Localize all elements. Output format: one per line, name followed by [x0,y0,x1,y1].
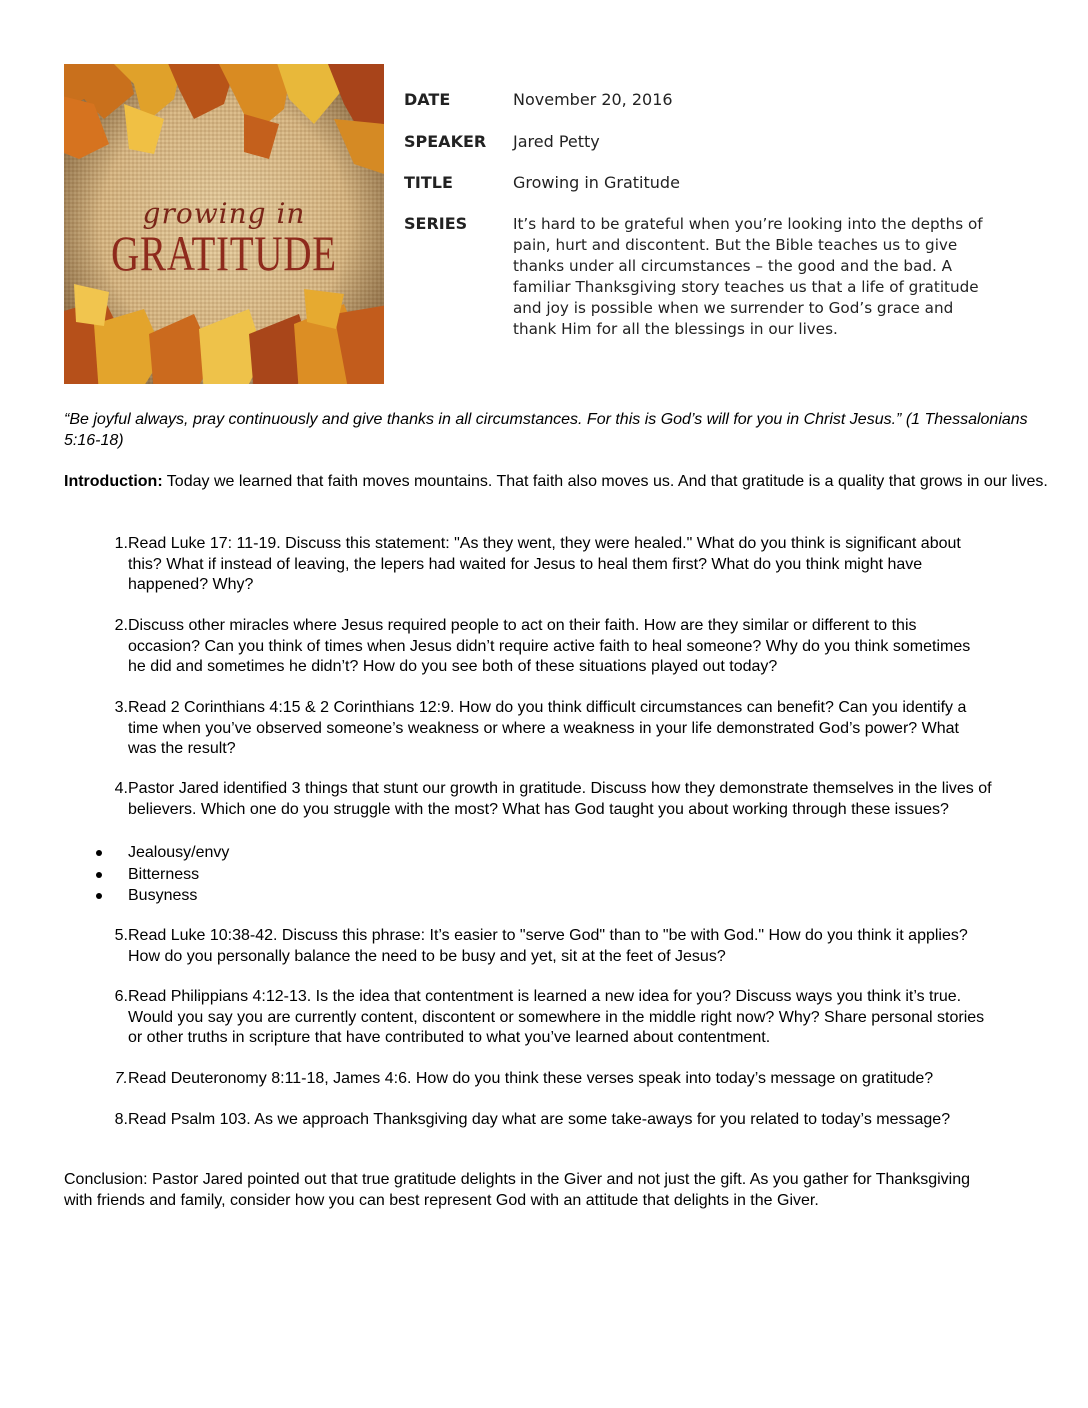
bullet-text: Busyness [128,887,198,904]
date-label: DATE [404,90,451,109]
bullet-dot [96,850,102,856]
artwork-script-text: growing in [142,197,306,230]
sermon-artwork [64,64,384,384]
question-number: 2. [114,617,128,634]
question-line: Read Philippians 4:12-13. Is the idea that contentment is learned a new idea for you? Discuss ways you think it’s true. [128,988,962,1005]
question-text [128,1110,1088,1131]
question-number: 1. [114,535,128,552]
artwork-title-text: GRATITUDE [111,225,337,281]
conclusion-line: Conclusion: Pastor Jared pointed out that true gratitude delights in the Giver and not just the gift. As you gather for Thanksgiving [64,1171,971,1188]
question-text [128,987,1088,1049]
question-number: 5. [114,927,128,944]
question-line: believers. Which one do you struggle with the most? What has God taught you about working through these issues? [128,800,949,818]
question-text [128,616,1088,678]
speaker-label: SPEAKER [404,132,487,151]
question-line: Read Luke 17: 11-19. Discuss this statement: "As they went, they were healed." What do you think is significant about [128,535,961,552]
question-line: he did and sometimes he didn’t? How do you see both of these situations played out today? [128,658,778,676]
series-label: SERIES [404,214,468,233]
date-value: November 20, 2016 [513,90,673,109]
question-number: 4. [114,780,128,797]
question-line: Pastor Jared identified 3 things that stunt our growth in gratitude. Discuss how they demonstrate themselves in the lives of [128,780,992,797]
introduction-text: Today we learned that faith moves mountains. That faith also moves us. And that gratitude is a quality that grows in our lives. [162,473,1048,490]
question-number: 3. [114,699,128,716]
question-text [128,1069,1088,1090]
question-line: Would you say you are currently content, discontent or somewhere in the middle right now? Why? Share personal stories [128,1008,985,1026]
question-line: Read Deuteronomy 8:11-18, James 4:6. How do you think these verses speak into today’s message on gratitude? [128,1070,934,1087]
introduction-paragraph [64,472,1088,493]
question-line: happened? Why? [128,576,254,594]
question-line: or other truths in scripture that have contributed to what you’ve learned about contentment. [128,1029,771,1047]
question-line: was the result? [128,740,236,758]
bullet-text: Bitterness [128,866,200,883]
question-text [128,779,1088,820]
bullet-dot [96,872,102,878]
question-line: occasion? Can you think of times when Jesus didn’t require active faith to heal someone? Why do you think sometimes [128,637,971,655]
question-line: How do you personally balance the need to be busy and yet, sit at the feet of Jesus? [128,947,726,965]
series-description: It’s hard to be grateful when you’re looking into the depths of pain, hurt and discontent. But the Bible teaches us to give thanks under all circumstances – the good and the bad. A familiar Thanksgiving story teaches us that a life of gratitude and joy is possible when we surrender to God’s grace and thank Him for all the blessings in our lives. [513,215,983,338]
question-line: time when you’ve observed someone’s weakness or where a weakness in your life demonstrated God’s power? What [128,719,959,737]
title-value: Growing in Gratitude [513,173,680,192]
question-text [128,698,1088,760]
question-text [128,534,1088,596]
question-line: Read Luke 10:38-42. Discuss this phrase: It’s easier to "serve God" than to "be with God." How do you think it applies? [128,927,968,944]
bullet-dot [96,893,102,899]
question-line: Read 2 Corinthians 4:15 & 2 Corinthians 12:9. How do you think difficult circumstances can benefit? Can you identify a [128,699,967,716]
question-number: 6. [114,988,128,1005]
conclusion-paragraph [64,1170,1088,1211]
question-number: 8. [114,1111,128,1128]
introduction-label: Introduction: [64,473,163,490]
question-line: Discuss other miracles where Jesus required people to act on their faith. How are they similar or different to this [128,617,917,634]
question-line: Read Psalm 103. As we approach Thanksgiving day what are some take-aways for you related to today’s message? [128,1111,951,1128]
speaker-value: Jared Petty [513,132,600,151]
bullet-text: Jealousy/envy [128,844,230,861]
question-line: this? What if instead of leaving, the lepers had waited for Jesus to heal them first? What do you think might have [128,555,923,573]
question-number: 7. [114,1070,128,1087]
scripture-verse: “Be joyful always, pray continuously and give thanks in all circumstances. For this is God’s will for you in Christ Jesus.” (1 Thessalonians 5:16-18) [64,411,1028,449]
question-text [128,926,1088,967]
conclusion-line: with friends and family, consider how you can best represent God with an attitude that delights in the Giver. [64,1191,819,1209]
title-label: TITLE [404,173,453,192]
